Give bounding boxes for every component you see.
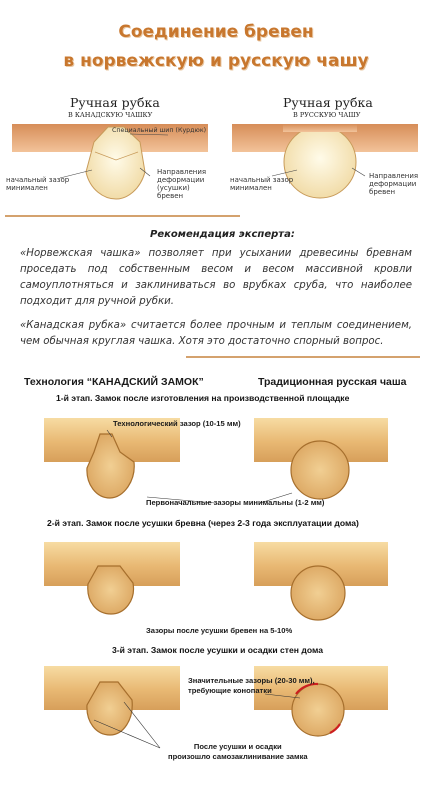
self-lock-line1: После усушки и осадки	[193, 742, 282, 751]
page-subtitle: в норвежскую и русскую чашу	[63, 51, 369, 71]
canadian-direction-label	[157, 168, 206, 200]
big-gaps-line2: требующие конопатки	[188, 686, 272, 695]
expert-paragraph-1: «Норвежская чашка» позволяет при усыхании древесины бревнам проседать под собственным весом и весом массивной кровли самоуплотняться и заклиниваться во врубках сруба, что наиболее подходит для ручной рубки.	[20, 248, 412, 307]
stage2-russian-log	[254, 542, 388, 620]
self-lock-line2: произошло самозаклинивание замка	[168, 752, 308, 761]
page-title: Соединение бревен	[118, 22, 314, 42]
self-lock-label	[168, 742, 308, 762]
expert-paragraph-2: «Канадская рубка» считается более прочным и теплым соединением, чем обычная круглая чашка. Хотя это достаточно спорный вопрос.	[20, 320, 412, 347]
shrink-gaps-label: Зазоры после усушки бревен на 5-10%	[146, 626, 293, 635]
spike-label: Специальный шип (Курдюк)	[112, 127, 207, 134]
russian-gap-line2: минимален	[230, 184, 272, 192]
canadian-title: Ручная рубка	[70, 95, 160, 110]
initial-gaps-label: Первоначальные зазоры минимальны (1-2 мм)	[146, 498, 325, 507]
stage3-label: 3-й этап. Замок после усушки и осадки стен дома	[112, 645, 323, 655]
stage1-canadian-log	[44, 418, 180, 498]
russian-dir-line2: деформации	[369, 180, 417, 188]
stage3-canadian-log	[44, 666, 180, 735]
russian-gap-label	[230, 176, 293, 192]
russian-direction-label	[369, 172, 418, 196]
tech-gap-label: Технологический зазор (10-15 мм)	[113, 419, 241, 428]
russian-gap-line1: начальный зазор	[230, 176, 294, 184]
stage1-label: 1-й этап. Замок после изготовления на производственной площадке	[56, 393, 350, 403]
canadian-dir-line3: (усушки)	[157, 184, 190, 192]
russian-bowl-header: Традиционная русская чаша	[258, 376, 407, 388]
stage2-label: 2-й этап. Замок после усушки бревна (через 2-3 года эксплуатации дома)	[47, 518, 359, 528]
stage1-russian-log	[254, 418, 388, 499]
canadian-subtitle: В КАНАДСКУЮ ЧАШКУ	[68, 111, 153, 119]
russian-subtitle: В РУССКУЮ ЧАШУ	[293, 111, 361, 119]
canadian-lock-header: Технология “КАНАДСКИЙ ЗАМОК”	[24, 376, 204, 388]
canadian-gap-line2: минимален	[6, 184, 48, 192]
stage2-canadian-log	[44, 542, 180, 614]
canadian-gap-label	[6, 176, 69, 192]
russian-dir-line3: бревен	[369, 188, 396, 196]
expert-heading: Рекомендация эксперта:	[150, 229, 295, 240]
canadian-gap-line1: начальный зазор	[6, 176, 70, 184]
canadian-dir-line2: деформации	[157, 176, 205, 184]
russian-dir-line1: Направления	[369, 172, 419, 180]
canadian-dir-line1: Направления	[157, 168, 207, 176]
russian-title: Ручная рубка	[283, 95, 373, 110]
big-gaps-label	[188, 676, 315, 696]
canadian-dir-line4: бревен	[157, 192, 184, 200]
big-gaps-line1: Значительные зазоры (20-30 мм),	[188, 676, 315, 685]
